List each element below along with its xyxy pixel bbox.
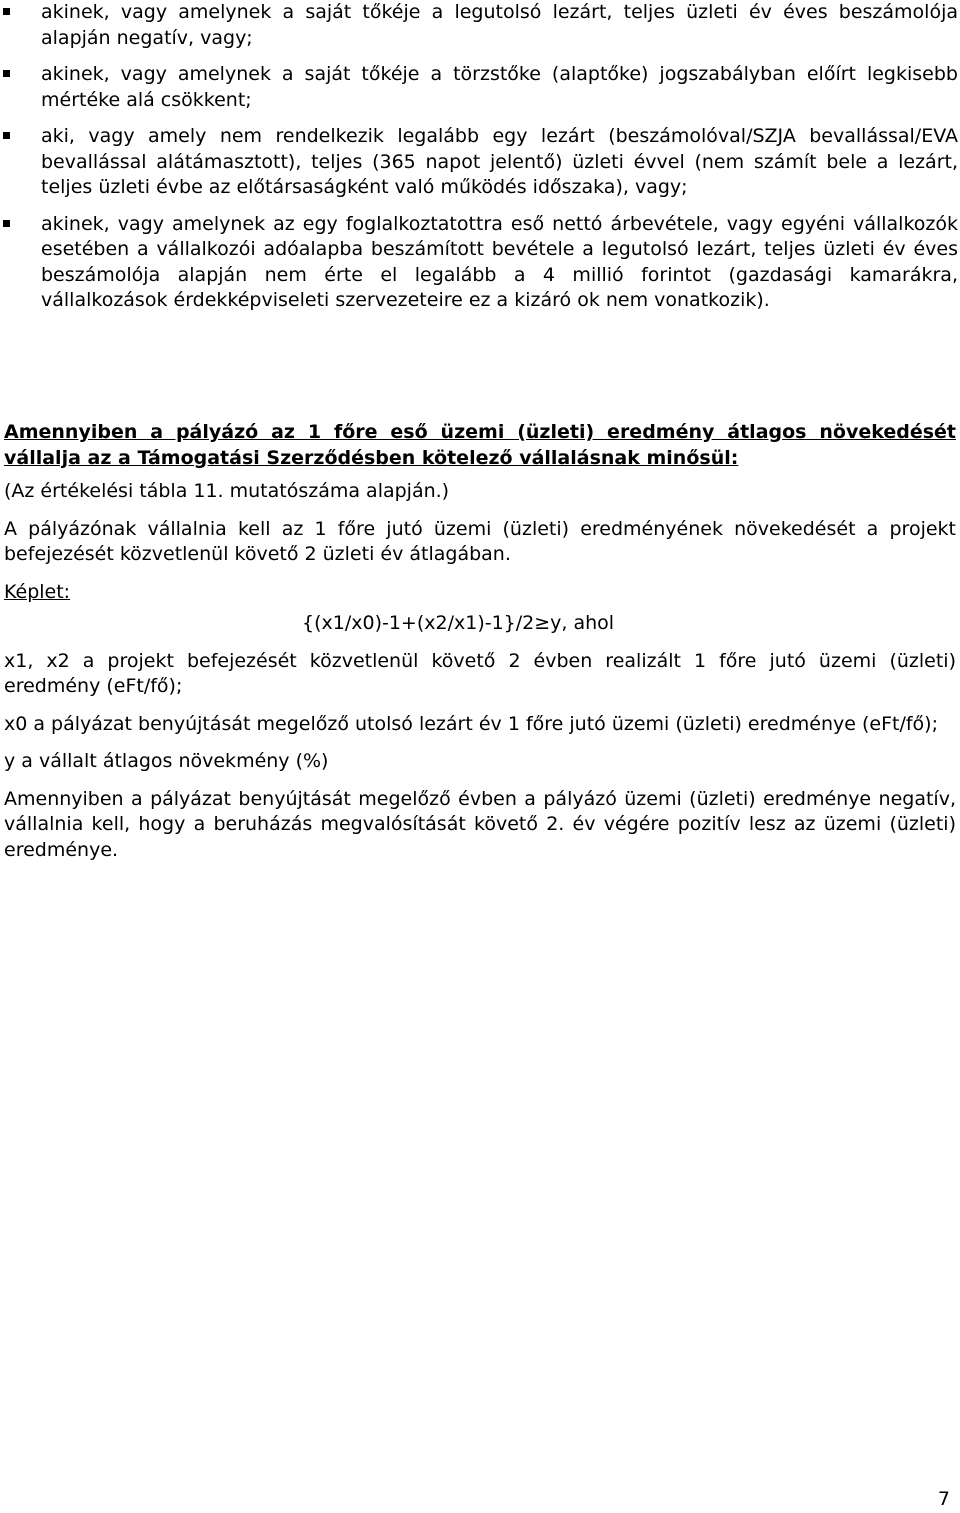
formula-label: Képlet: (4, 580, 71, 603)
requirement-paragraph: A pályázónak vállalnia kell az 1 főre jutó üzemi (üzleti) eredményének növekedését a projekt befejezését közvetlenül követő 2 üzleti év átlagában. (4, 517, 956, 565)
list-item-text: aki, vagy amely nem rendelkezik legalább egy lezárt (beszámolóval/SZJA bevallással/EVA bevallással alátámasztott), teljes (365 napot jelentő) üzleti évvel (nem számít bele a lezárt, teljes üzleti évbe az előtársaságként való működés időszaka), vagy; (41, 125, 958, 198)
square-bullet-icon (3, 70, 10, 77)
definition-y: y a vállalt átlagos növekmény (%) (4, 750, 329, 772)
section-heading: Amennyiben a pályázó az 1 főre eső üzemi (üzleti) eredmény átlagos növekedését vállalja az a Támogatási Szerződésben kötelező vállalásnak minősül: (4, 421, 956, 469)
commitment-section (4, 420, 956, 875)
list-item (0, 0, 958, 51)
list-item-text: akinek, vagy amelynek a saját tőkéje a legutolsó lezárt, teljes üzleti év éves beszámolója alapján negatív, vagy; (41, 1, 958, 49)
square-bullet-icon (3, 132, 10, 139)
exclusion-criteria-list (0, 0, 958, 325)
square-bullet-icon (3, 8, 10, 15)
page-number: 7 (937, 1488, 950, 1510)
reference-note: (Az értékelési tábla 11. mutatószáma alapján.) (4, 480, 450, 502)
definition-x0: x0 a pályázat benyújtását megelőző utolsó lezárt év 1 főre jutó üzemi (üzleti) eredménye (eFt/fő); (4, 712, 938, 735)
list-item (0, 212, 958, 314)
negative-result-paragraph: Amennyiben a pályázat benyújtását megelőző évben a pályázó üzemi (üzleti) eredménye negatív, vállalnia kell, hogy a beruházás megvalósítását követő 2. év végére pozitív lesz az üzemi (üzleti) eredménye. (4, 787, 956, 861)
definition-x1-x2: x1, x2 a projekt befejezését közvetlenül követő 2 évben realizált 1 főre jutó üzemi (üzleti) eredmény (eFt/fő); (4, 649, 956, 697)
list-item-text: akinek, vagy amelynek a saját tőkéje a törzstőke (alaptőke) jogszabályban előírt legkisebb mértéke alá csökkent; (41, 63, 958, 111)
formula: {(x1/x0)-1+(x2/x1)-1}/2≥y, ahol (302, 612, 615, 634)
list-item (0, 124, 958, 201)
list-item (0, 62, 958, 113)
square-bullet-icon (3, 220, 10, 227)
list-item-text: akinek, vagy amelynek az egy foglalkoztatottra eső nettó árbevétele, vagy egyéni vállalkozók esetében a vállalkozói adóalapba beszámított bevétele a legutolsó lezárt, teljes üzleti év éves beszámolója alapján nem érte el legalább a 4 millió forintot (gazdasági kamarákra, vállalkozások érdekképviseleti szervezeteire ez a kizáró ok nem vonatkozik). (41, 212, 958, 311)
